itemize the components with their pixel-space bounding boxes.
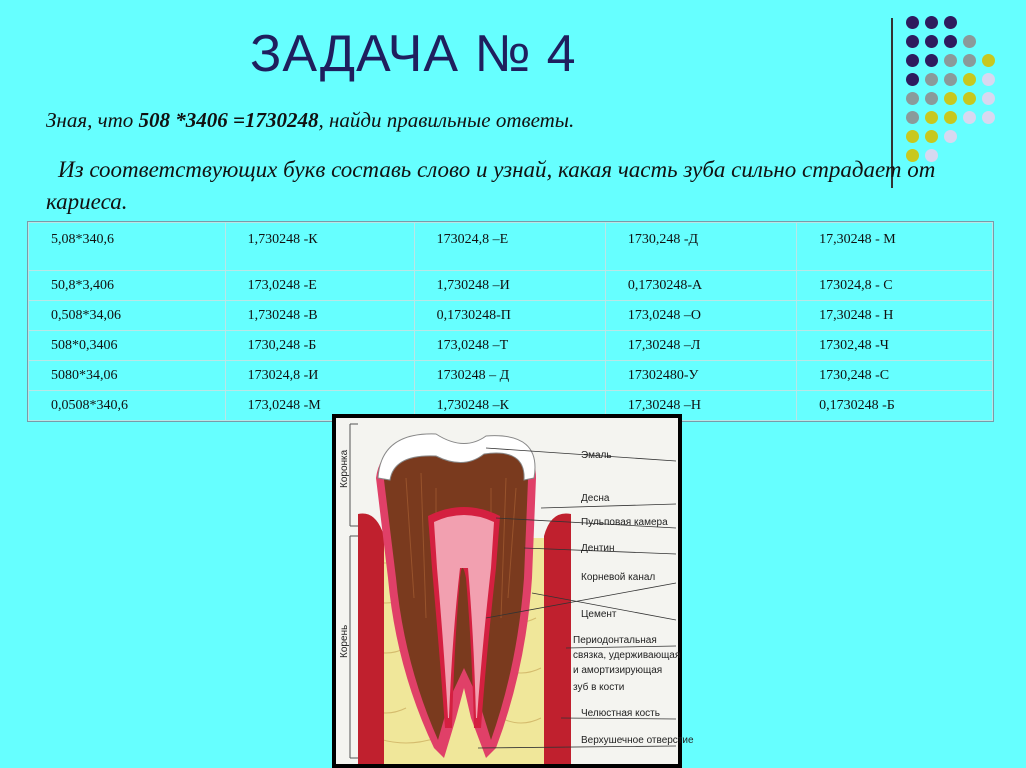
answer-cell: 173,0248 -М <box>225 391 414 421</box>
figure-label: Корневой канал <box>581 572 656 583</box>
answer-cell: 0,1730248 -Б <box>797 391 993 421</box>
intro-equation: 508 *3406 =1730248 <box>138 108 319 132</box>
figure-label: Верхушечное отверстие <box>581 735 694 746</box>
decorative-dot <box>906 16 919 29</box>
answer-cell: 173,0248 -Е <box>225 271 414 301</box>
instruction-text: Из соответствующих букв составь слово и узнай, какая часть зуба сильно страдает от кариеса. <box>46 157 936 214</box>
decorative-dot <box>906 130 919 143</box>
answer-cell: 1,730248 -К <box>225 223 414 271</box>
answer-cell: 173,0248 –Т <box>414 331 605 361</box>
decorative-dot <box>944 130 957 143</box>
answer-cell: 1730,248 -Б <box>225 331 414 361</box>
decorative-dot <box>925 73 938 86</box>
table-row <box>29 271 993 301</box>
decorative-dot <box>944 73 957 86</box>
answer-cell: 1730,248 -Д <box>605 223 796 271</box>
decorative-dot <box>982 92 995 105</box>
answer-cell: 17,30248 –Л <box>605 331 796 361</box>
decorative-dot <box>944 92 957 105</box>
table-row <box>29 361 993 391</box>
expression-cell: 50,8*3,406 <box>29 271 226 301</box>
figure-label: Пульповая камера <box>581 517 668 528</box>
answer-cell: 17302,48 -Ч <box>797 331 993 361</box>
table-row <box>29 331 993 361</box>
answer-cell: 17302480-У <box>605 361 796 391</box>
decorative-dot <box>925 35 938 48</box>
answer-cell: 17,30248 - Н <box>797 301 993 331</box>
answer-cell: 173024,8 -И <box>225 361 414 391</box>
answer-cell: 173024,8 - С <box>797 271 993 301</box>
figure-label: связка, удерживающая <box>573 650 681 661</box>
expression-cell: 0,0508*340,6 <box>29 391 226 421</box>
figure-label: Цемент <box>581 609 617 620</box>
decorative-dot <box>925 92 938 105</box>
answer-cell: 173024,8 –Е <box>414 223 605 271</box>
answer-cell: 17,30248 –Н <box>605 391 796 421</box>
decorative-dot <box>963 92 976 105</box>
decorative-dot <box>944 35 957 48</box>
decorative-dot <box>944 54 957 67</box>
answer-cell: 173,0248 –О <box>605 301 796 331</box>
figure-label: Периодонтальная <box>573 635 657 646</box>
decorative-dot <box>925 16 938 29</box>
table-row <box>29 301 993 331</box>
figure-label: зуб в кости <box>573 682 625 693</box>
decorative-dot <box>906 35 919 48</box>
intro-text: Зная, что 508 *3406 =1730248, найди правильные ответы. <box>46 108 575 132</box>
decorative-dot <box>906 54 919 67</box>
figure-label: Десна <box>581 493 610 504</box>
root-label: Корень <box>339 624 350 658</box>
answer-cell: 1,730248 –К <box>414 391 605 421</box>
decorative-dot <box>944 16 957 29</box>
decorative-dot <box>963 73 976 86</box>
decorative-dot <box>963 54 976 67</box>
figure-label: Эмаль <box>581 450 612 461</box>
answer-cell: 17,30248 - М <box>797 223 993 271</box>
answer-cell: 1730,248 -С <box>797 361 993 391</box>
decorative-dot <box>906 73 919 86</box>
answer-cell: 0,1730248-А <box>605 271 796 301</box>
decorative-dot <box>906 111 919 124</box>
figure-label: и амортизирующая <box>573 665 663 676</box>
expression-cell: 5080*34,06 <box>29 361 226 391</box>
decorative-dot <box>925 54 938 67</box>
expression-cell: 5,08*340,6 <box>29 223 226 271</box>
decorative-dot <box>925 130 938 143</box>
answer-table <box>28 222 993 421</box>
decorative-dot <box>982 111 995 124</box>
decorative-dot-grid <box>906 16 1026 166</box>
decorative-dot <box>963 35 976 48</box>
tooth-cross-section-image <box>336 418 694 764</box>
crown-label: Коронка <box>339 449 350 488</box>
decorative-dot <box>963 111 976 124</box>
decorative-dot <box>982 73 995 86</box>
answer-cell: 1730248 – Д <box>414 361 605 391</box>
answer-cell: 1,730248 -В <box>225 301 414 331</box>
tooth-diagram <box>332 414 694 768</box>
figure-label: Дентин <box>581 543 615 554</box>
slide-title: ЗАДАЧА № 4 <box>250 25 577 83</box>
answer-cell: 1,730248 –И <box>414 271 605 301</box>
expression-cell: 508*0,3406 <box>29 331 226 361</box>
answer-cell: 0,1730248-П <box>414 301 605 331</box>
figure-label: Челюстная кость <box>581 708 660 719</box>
decorative-dot <box>944 111 957 124</box>
table-row <box>29 223 993 271</box>
decorative-dot <box>982 54 995 67</box>
decorative-dot <box>906 92 919 105</box>
decorative-dot <box>925 111 938 124</box>
expression-cell: 0,508*34,06 <box>29 301 226 331</box>
